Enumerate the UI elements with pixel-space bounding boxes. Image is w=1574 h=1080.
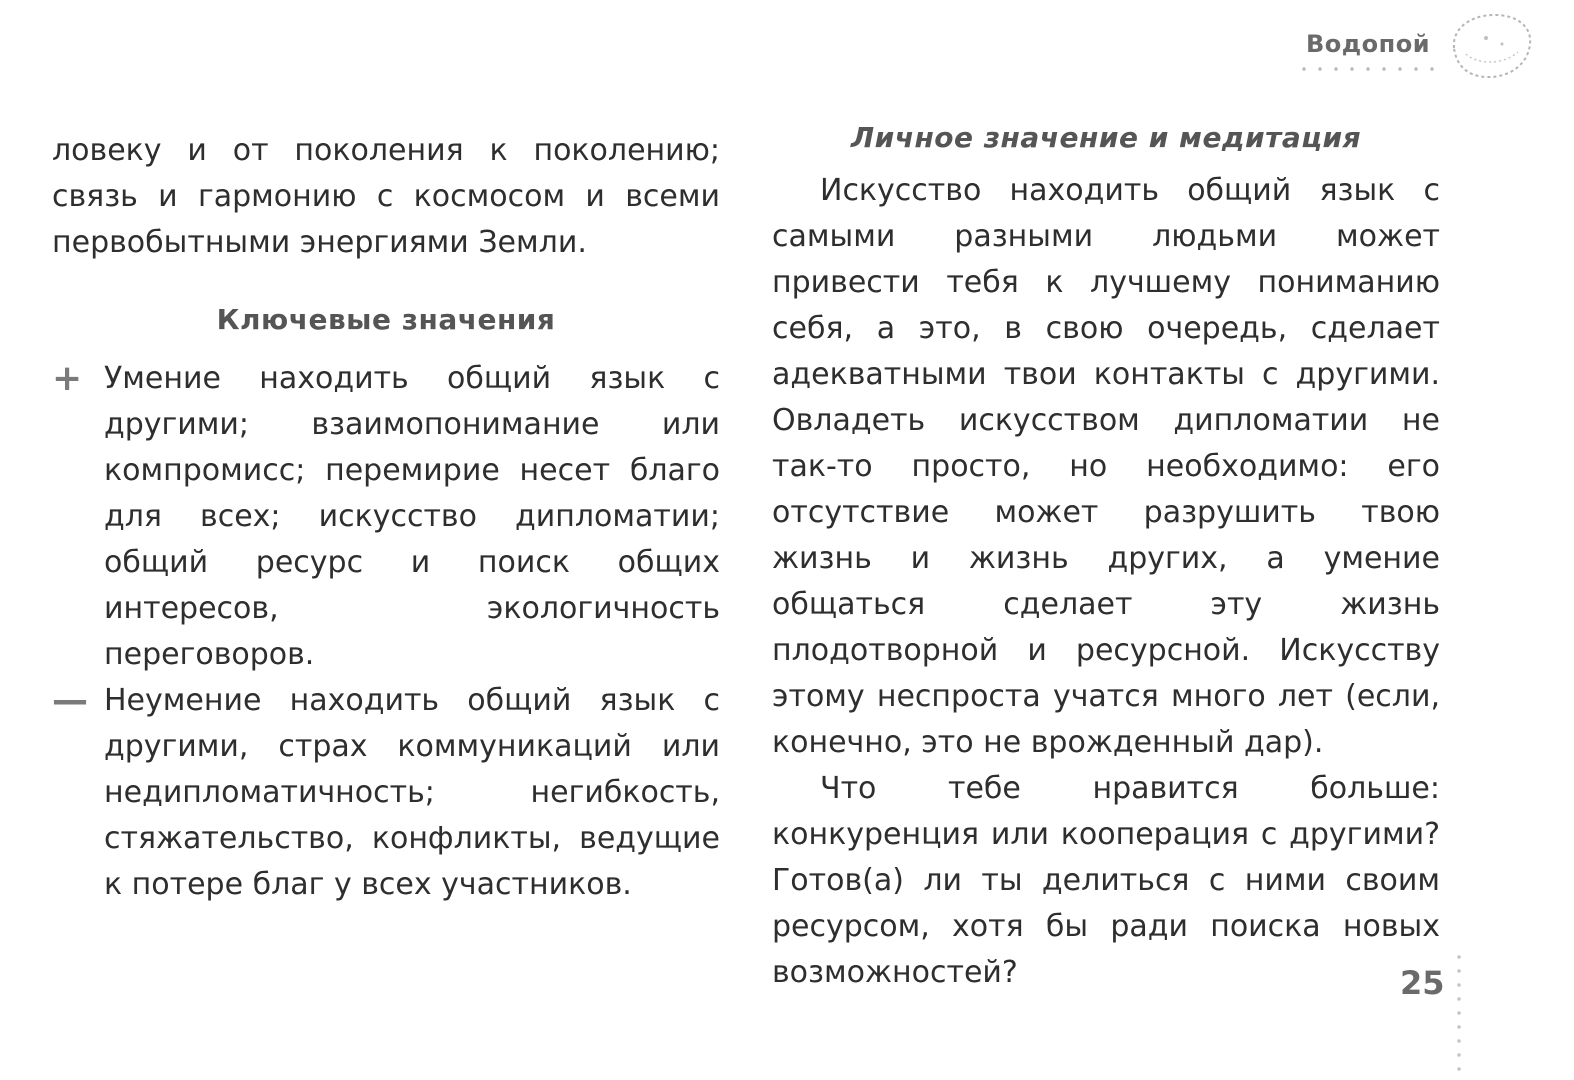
meditation-paragraph: Искусство находить общий язык с самыми разными людьми может привести тебя к лучшему пониманию себя, а это, в свою очередь, сделает адекватными твои контакты с другими. Овладеть искусством дипломатии не так-то просто, но необходимо: его отсутствие может разрушить твою жизнь и жизнь других, а умение общаться сделает эту жизнь плодотворной и ресурсной. Искусству этому неспроста учатся много лет (если, конечно, это не врожденный дар). bbox=[772, 173, 1440, 760]
key-meanings-heading: Ключевые значения bbox=[216, 303, 556, 336]
edge-dotted-line bbox=[1455, 950, 1463, 1076]
key-meaning-positive bbox=[52, 356, 720, 678]
intro-paragraph: ловеку и от поколения к поколению; связь и гармонию с космосом и всеми первобытными энергиями Земли. bbox=[52, 133, 720, 260]
key-meaning-negative-text: Неумение находить общий язык с другими, страх коммуникаций или недипломатичность; негибкость, стяжательство, конфликты, ведущие к потере благ у всех участников. bbox=[104, 683, 720, 902]
running-title: Водопой bbox=[1306, 30, 1431, 58]
left-column bbox=[52, 128, 720, 908]
right-column bbox=[772, 118, 1440, 996]
meditation-heading: Личное значение и медитация bbox=[850, 121, 1362, 154]
minus-icon: — bbox=[52, 680, 88, 721]
key-meaning-negative bbox=[52, 678, 720, 908]
page-number: 25 bbox=[1400, 964, 1445, 1002]
header-dotted-line bbox=[1296, 66, 1436, 72]
plus-icon: + bbox=[52, 358, 83, 399]
stone-icon bbox=[1446, 8, 1536, 84]
question-paragraph: Что тебе нравится больше: конкуренция или кооперация с другими? Готов(а) ли ты делиться с ними своим ресурсом, хотя бы ради поиска новых возможностей? bbox=[772, 771, 1440, 990]
key-meaning-positive-text: Умение находить общий язык с другими; взаимопонимание или компромисс; перемирие несет благо для всех; искусство дипломатии; общий ресурс и поиск общих интересов, экологичность переговоров. bbox=[104, 361, 720, 672]
